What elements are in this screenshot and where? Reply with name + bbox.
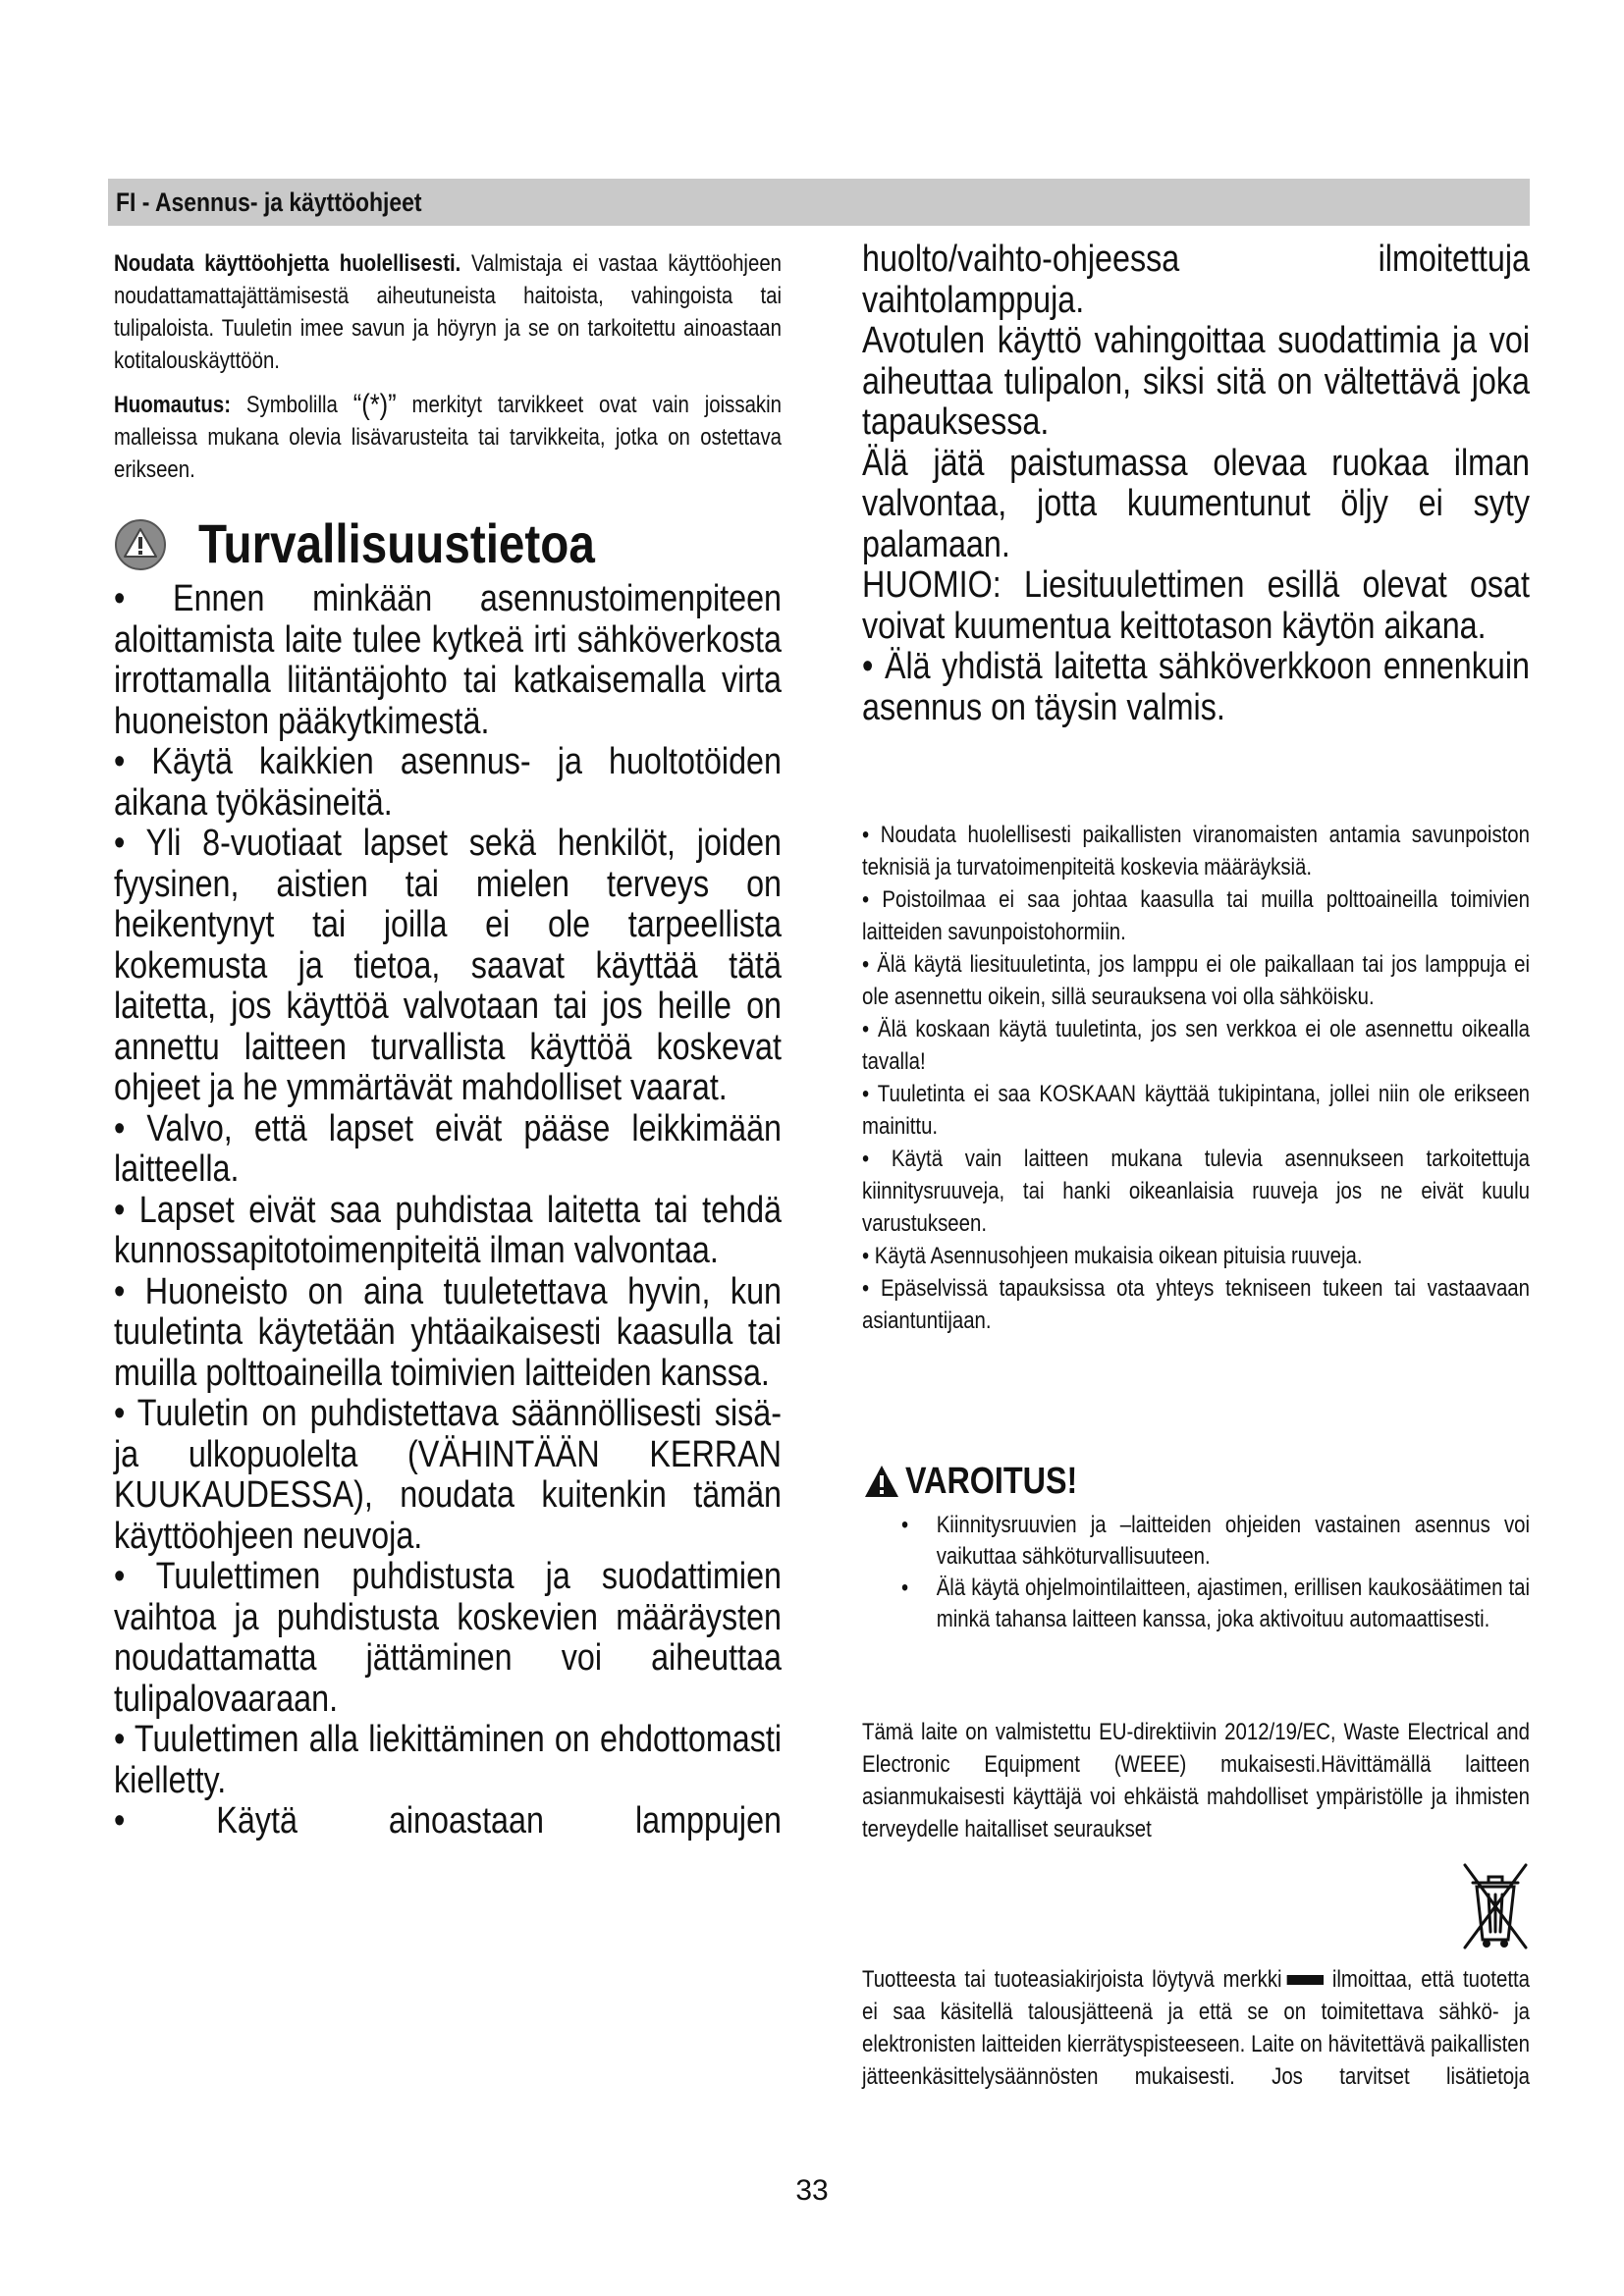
safety-item: • Yli 8-vuotiaat lapset sekä henkilöt, joiden fyysinen, aistien tai mielen terveys on heikentynyt tai joilla ei ole tarpeellista kokemusta ja tietoa, saavat käyttää tätä laitetta, jos käyttöä valvotaan tai jos heille on annettu laitteen turvallista käyttöä koskevat ohjeet ja he ymmärtävät mahdolliset vaarat. bbox=[114, 823, 782, 1108]
small-item: • Älä käytä liesituuletinta, jos lamppu ei ole paikallaan tai jos lamppuja ei ole asennettu oikein, sillä seurauksena voi olla sähköisku. bbox=[862, 951, 1530, 1010]
warning-item-text: Kiinnitysruuvien ja –laitteiden ohjeiden vastainen asennus voi vaikuttaa sähköturvallisuuteen. bbox=[936, 1512, 1531, 1570]
weee-paragraph: Tämä laite on valmistettu EU-direktiivin 2012/19/EC, Waste Electrical and Electronic Equipment (WEEE) mukaisesti.Hävittämällä laitteen asianmukaisesti käyttäjä voi ehkäistä mahdolliset ympäristölle ja ihmisten terveydelle haitalliset seuraukset bbox=[862, 1719, 1530, 1842]
safety-item: Avotulen käyttö vahingoittaa suodattimia ja voi aiheuttaa tulipalon, siksi sitä on vältettävä joka tapauksessa. bbox=[862, 320, 1530, 443]
safety-item: • Älä yhdistä laitetta sähköverkkoon ennenkuin asennus on täysin valmis. bbox=[862, 646, 1530, 728]
section-header-title: FI - Asennus- ja käyttöohjeet bbox=[116, 187, 422, 217]
small-item: • Epäselvissä tapauksissa ota yhteys tekniseen tukeen tai vastaavaan asiantuntijaan. bbox=[862, 1275, 1530, 1334]
intro-bold: Noudata käyttöohjetta huolellisesti. bbox=[114, 250, 461, 277]
page-number: 33 bbox=[795, 2174, 829, 2207]
intro-paragraph bbox=[114, 247, 782, 377]
crossed-bin-icon bbox=[1459, 1857, 1530, 1955]
small-item: • Noudata huolellisesti paikallisten viranomaisten antamia savunpoiston teknisiä ja turvatoimenpiteitä koskevia määräyksiä. bbox=[862, 822, 1530, 881]
warning-bullet: • bbox=[901, 1512, 909, 1538]
weee-final-before: Tuotteesta tai tuoteasiakirjoista löytyvä merkki bbox=[862, 1966, 1282, 1993]
safety-list-left bbox=[114, 579, 782, 1842]
warning-title: VAROITUS! bbox=[905, 1461, 1078, 1502]
warning-item bbox=[901, 1510, 1530, 1573]
warning-triangle-icon bbox=[864, 1465, 899, 1498]
warning-item-text: Älä käytä ohjelmointilaitteen, ajastimen, erillisen kaukosäätimen tai minkä tahansa laitteen kanssa, joka aktivoituu automaattisesti. bbox=[936, 1575, 1531, 1632]
safety-item: • Tuuletin on puhdistettava säännöllisesti sisä- ja ulkopuolelta (VÄHINTÄÄN KERRAN KUUKAUDESSA), noudata kuitenkin tämän käyttöohjeen neuvoja. bbox=[114, 1393, 782, 1557]
warning-heading bbox=[862, 1457, 1451, 1506]
black-bar-icon bbox=[1287, 1975, 1324, 1985]
weee-final-paragraph bbox=[862, 1963, 1530, 2093]
safety-item: Älä jätä paistumassa olevaa ruokaa ilman valvontaa, jotta kuumentunut öljy ei syty palamaan. bbox=[862, 442, 1530, 565]
warning-list-inner bbox=[901, 1510, 1530, 1635]
intro-block bbox=[114, 247, 782, 377]
safety-item: HUOMIO: Liesituulettimen esillä olevat osat voivat kuumentua keittotason käytön aikana. bbox=[862, 564, 1530, 647]
safety-item: • Tuulettimen alla liekittäminen on ehdottomasti kielletty. bbox=[114, 1719, 782, 1801]
safety-item: • Ennen minkään asennustoimenpiteen aloittamista laite tulee kytkeä irti sähköverkosta irrottamalla liitäntäjohto tai katkaisemalla virta huoneiston pääkytkimestä. bbox=[114, 578, 782, 742]
warning-list bbox=[901, 1510, 1530, 1635]
safety-item: • Valvo, että lapset eivät pääse leikkimään laitteella. bbox=[114, 1107, 782, 1190]
small-item: • Käytä vain laitteen mukana tulevia asennukseen tarkoitettuja kiinnitysruuveja, tai hanki oikeanlaisia ruuveja jos ne eivät kuulu varustukseen. bbox=[862, 1146, 1530, 1237]
small-item: • Tuuletinta ei saa KOSKAAN käyttää tukipintana, jollei niin ole erikseen mainittu. bbox=[862, 1081, 1530, 1140]
safety-small-list bbox=[862, 819, 1530, 1337]
safety-warning-icon bbox=[114, 518, 167, 571]
note-bold: Huomautus: bbox=[114, 392, 231, 418]
safety-list-right-inner bbox=[862, 239, 1530, 728]
safety-item: • Tuulettimen puhdistusta ja suodattimien vaihtoa ja puhdistusta koskevien määräysten noudattamatta jättäminen voi aiheuttaa tulipalovaaraan. bbox=[114, 1556, 782, 1720]
safety-title: Turvallisuustietoa bbox=[198, 512, 595, 574]
section-header-bar bbox=[108, 179, 1530, 226]
small-item: • Käytä Asennusohjeen mukaisia oikean pituisia ruuveja. bbox=[862, 1243, 1363, 1269]
weee-final-after: ilmoittaa, että tuotetta ei saa käsitellä talousjätteenä ja että se on toimitettava sähkö- ja elektronisten laitteiden kierrätyspisteeseen. Laite on hävitettävä paikallisten jätteenkäsittelysäännösten mukaisesti. Jos tarvitset lisätietoja bbox=[862, 1966, 1530, 2090]
small-item: • Älä koskaan käytä tuuletinta, jos sen verkkoa ei ole asennettu oikealla tavalla! bbox=[862, 1016, 1530, 1075]
warning-bullet: • bbox=[901, 1575, 909, 1601]
note-symbol: “(*)” bbox=[352, 389, 397, 421]
note-paragraph bbox=[114, 389, 782, 486]
safety-item: • Lapset eivät saa puhdistaa laitetta tai tehdä kunnossapitotoimenpiteitä ilman valvontaa. bbox=[114, 1189, 782, 1271]
safety-heading bbox=[114, 512, 801, 575]
safety-list-left-inner bbox=[114, 578, 782, 1842]
note-before: Symbolilla bbox=[231, 392, 353, 418]
weee-block bbox=[862, 1716, 1530, 1845]
warning-item bbox=[901, 1573, 1530, 1635]
safety-item: • Käytä ainoastaan lamppujen bbox=[114, 1800, 782, 1842]
safety-item: huolto/vaihto-ohjeessa ilmoitettuja vaihtolamppuja. bbox=[862, 239, 1530, 321]
note-after: merkityt tarvikkeet ovat vain joissakin malleissa mukana olevia lisävarusteita tai tarvikkeita, jotka on ostettava erikseen. bbox=[114, 392, 782, 483]
intro-text: Valmistaja ei vastaa käyttöohjeen noudattamattajättämisestä aiheutuneista haitoista, vahingoista tai tulipaloista. Tuuletin imee savun ja höyryn ja se on tarkoitettu ainoastaan kotitalouskäyttöön. bbox=[114, 250, 783, 374]
small-item: • Poistoilmaa ei saa johtaa kaasulla tai muilla polttoaineilla toimivien laitteiden savunpoistohormiin. bbox=[862, 886, 1530, 945]
safety-small-list-inner bbox=[862, 819, 1530, 1337]
weee-final-block bbox=[862, 1963, 1530, 2093]
safety-list-right bbox=[862, 240, 1530, 728]
safety-item: • Käytä kaikkien asennus- ja huoltotöiden aikana työkäsineitä. bbox=[114, 741, 782, 824]
safety-item: • Huoneisto on aina tuuletettava hyvin, kun tuuletinta käytetään yhtäaikaisesti kaasulla tai muilla polttoaineilla toimivien laitteiden kanssa. bbox=[114, 1270, 782, 1394]
note-block bbox=[114, 389, 782, 486]
